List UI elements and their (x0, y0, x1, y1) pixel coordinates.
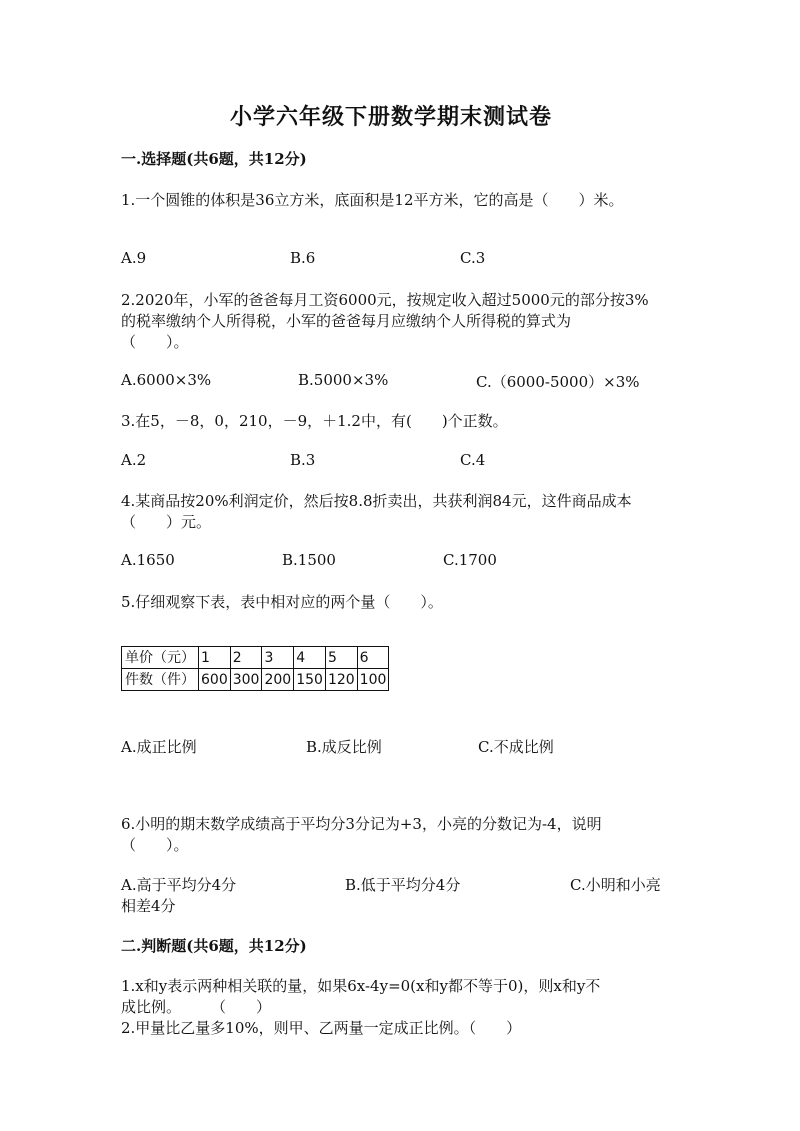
question-4-line-1: 4.某商品按20%利润定价，然后按8.8折卖出，共获利润84元，这件商品成本 (121, 492, 632, 510)
question-1-text: 1.一个圆锥的体积是36立方米，底面积是12平方米，它的高是（ ）米。 (121, 191, 624, 209)
question-6-option-a: A.高于平均分4分 (121, 876, 237, 894)
question-5-option-a: A.成正比例 (121, 738, 197, 756)
table-cell: 120 (325, 669, 357, 691)
section-heading: 二.判断题(共6题，共12分) (121, 937, 307, 955)
question-5-option-b: B.成反比例 (306, 738, 382, 756)
question-5-option-c: C.不成比例 (478, 738, 554, 756)
table-cell: 100 (357, 669, 389, 691)
question-1-option-c: C.3 (460, 249, 486, 267)
judge-2-text: 2.甲量比乙量多10%，则甲、乙两量一定成正比例。（ ） (121, 1019, 522, 1037)
question-2-line-1: 2.2020年，小军的爸爸每月工资6000元，按规定收入超过5000元的部分按3% (121, 291, 649, 309)
judge-1-line-2: 成比例。 （ ） (121, 998, 272, 1016)
question-3-option-b: B.3 (290, 451, 316, 469)
judge-1-line-1: 1.x和y表示两种相关联的量，如果6x-4y=0(x和y都不等于0)，则x和y不 (121, 977, 601, 995)
table-cell: 5 (325, 647, 357, 669)
table-cell: 2 (230, 647, 262, 669)
question-6-option-c-continued: 相差4分 (121, 897, 176, 915)
table-cell: 6 (357, 647, 389, 669)
question-6-line-1: 6.小明的期末数学成绩高于平均分3分记为+3，小亮的分数记为-4，说明 (121, 815, 602, 833)
question-3-text: 3.在5，－8，0，210，－9，＋1.2中，有( )个正数。 (121, 412, 508, 430)
question-2-option-c: C.（6000-5000）×3% (476, 373, 640, 391)
question-1-option-a: A.9 (121, 249, 147, 267)
table-cell: 件数（件） (122, 669, 199, 691)
question-4-option-a: A.1650 (121, 551, 175, 569)
table-cell: 4 (294, 647, 326, 669)
question-4-line-2: （ ）元。 (121, 513, 212, 531)
question-6-line-2: （ ）。 (121, 836, 189, 854)
question-5-text: 5.仔细观察下表，表中相对应的两个量（ ）。 (121, 593, 443, 611)
table-row (122, 647, 389, 669)
page-title: 小学六年级下册数学期末测试卷 (230, 104, 553, 130)
price-quantity-table (121, 646, 389, 691)
question-4-option-b: B.1500 (282, 551, 336, 569)
question-6-option-c: C.小明和小亮 (570, 876, 661, 894)
question-2-line-2: 的税率缴纳个人所得税，小军的爸爸每月应缴纳个人所得税的算式为 (121, 312, 572, 330)
table-cell: 600 (199, 669, 231, 691)
question-2-option-b: B.5000×3% (298, 371, 389, 389)
question-3-option-a: A.2 (121, 451, 147, 469)
question-4-option-c: C.1700 (443, 551, 497, 569)
question-1-option-b: B.6 (290, 249, 316, 267)
table-cell: 300 (230, 669, 262, 691)
question-6-option-b: B.低于平均分4分 (345, 876, 461, 894)
question-2-option-a: A.6000×3% (121, 371, 212, 389)
section-heading: 一.选择题(共6题，共12分) (121, 150, 307, 168)
question-3-option-c: C.4 (460, 451, 486, 469)
table-row (122, 669, 389, 691)
table-cell: 200 (262, 669, 294, 691)
question-2-line-3: （ ）。 (121, 333, 189, 351)
table-cell: 150 (294, 669, 326, 691)
table-cell: 单价（元） (122, 647, 199, 669)
table-cell: 3 (262, 647, 294, 669)
table-cell: 1 (199, 647, 231, 669)
